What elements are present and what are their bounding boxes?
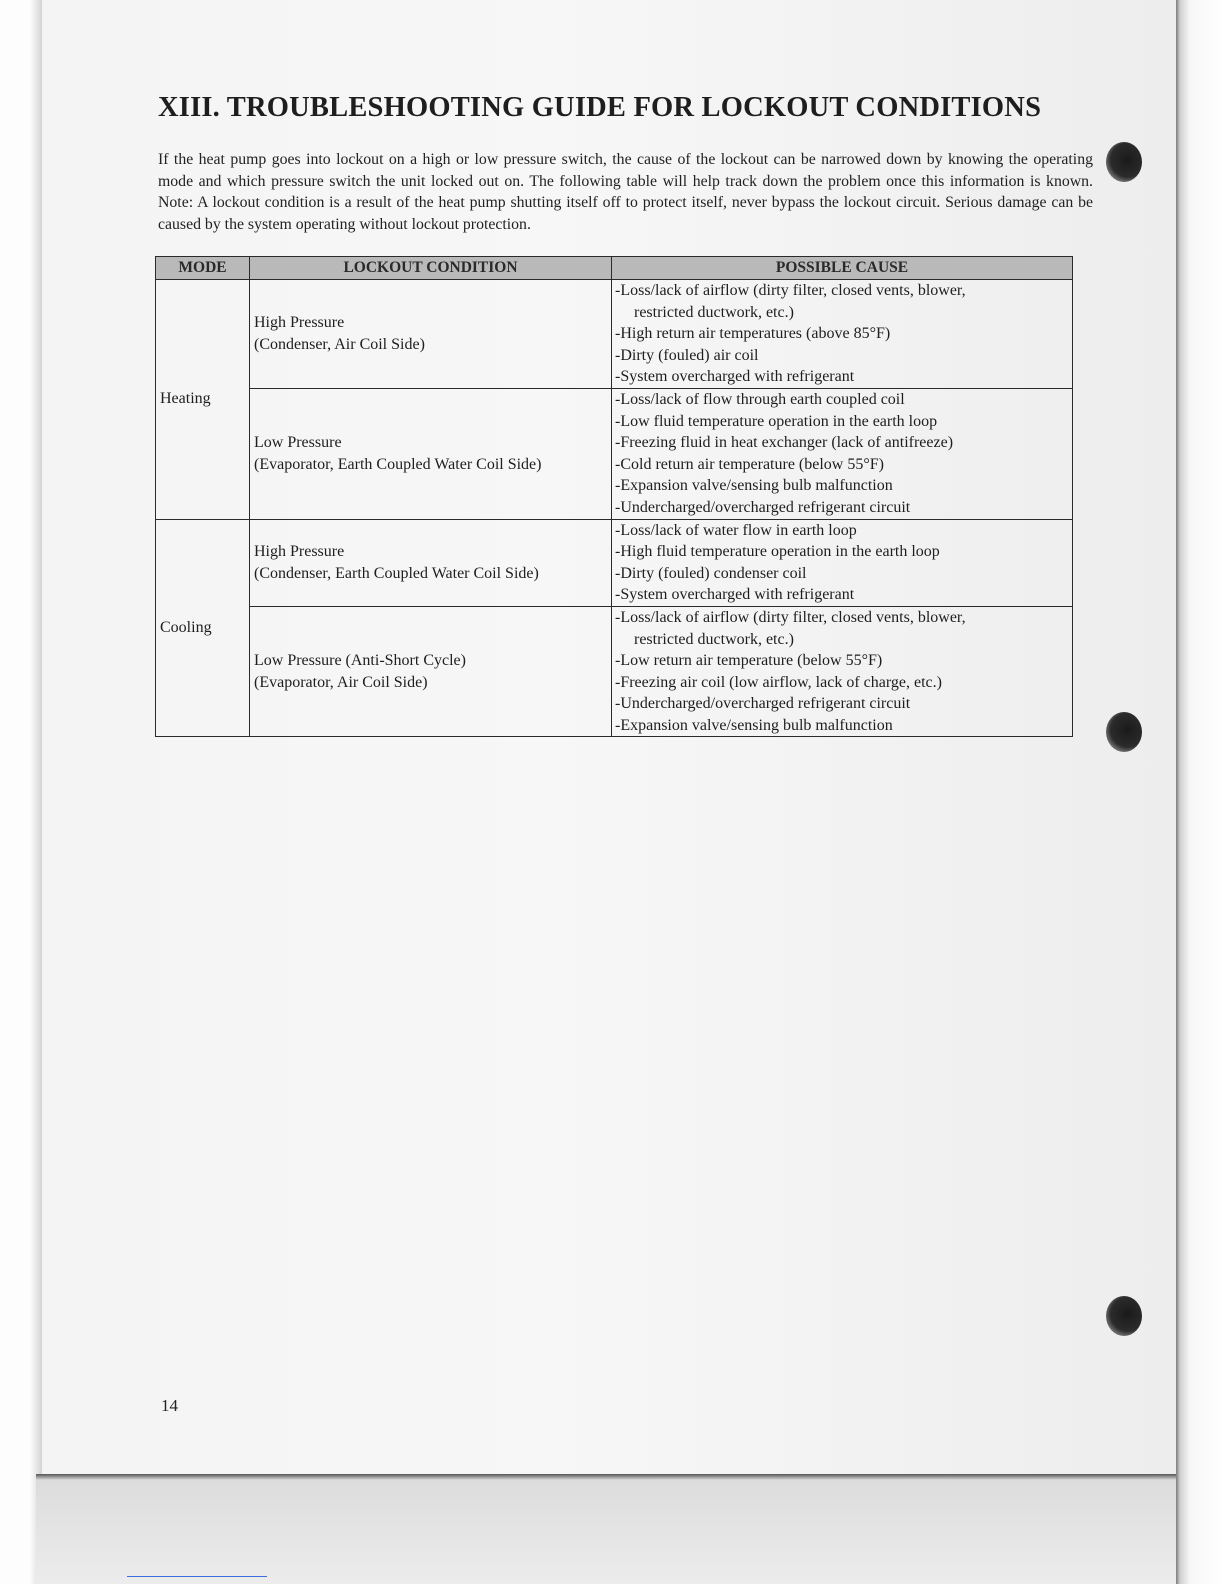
cause-line: -High return air temperatures (above 85°F) — [615, 325, 891, 343]
cause-line: -Expansion valve/sensing bulb malfunction — [615, 477, 893, 495]
intro-paragraph: If the heat pump goes into lockout on a high or low pressure switch, the cause of the lockout can be narrowed down by knowing the operating mode and which pressure switch the unit locked out on. The following table will help track down the problem once this information is known. Note: A lockout condition is a result of the heat pump shutting itself off to protect itself, never bypass the lockout circuit. Serious damage can be caused by the system operating without lockout protection. — [158, 151, 1093, 233]
punch-hole-icon — [1106, 712, 1142, 752]
condition-cell — [250, 519, 612, 606]
cause-line: -Dirty (fouled) air coil — [615, 346, 759, 364]
condition-cell — [250, 388, 612, 519]
cause-line: -Freezing fluid in heat exchanger (lack of antifreeze) — [615, 434, 954, 452]
condition-line: (Evaporator, Earth Coupled Water Coil Side) — [254, 455, 542, 473]
table-row — [156, 606, 1073, 737]
causes-cell — [612, 280, 1073, 389]
cause-line: -Low fluid temperature operation in the earth loop — [615, 412, 938, 430]
condition-cell — [250, 606, 612, 737]
cause-line: -Undercharged/overcharged refrigerant circuit — [615, 695, 911, 713]
causes-cell — [612, 606, 1073, 737]
table-header-row — [156, 257, 1073, 280]
cause-line: -System overcharged with refrigerant — [615, 586, 855, 604]
causes-cell — [612, 519, 1073, 606]
condition-line: High Pressure — [254, 314, 345, 332]
cause-line: -High fluid temperature operation in the earth loop — [615, 543, 940, 561]
cause-line: -Loss/lack of airflow (dirty filter, closed vents, blower, — [615, 608, 966, 626]
cause-line: restricted ductwork, etc.) — [634, 630, 794, 648]
cause-line: -Loss/lack of water flow in earth loop — [615, 521, 857, 539]
scan-bottom-area — [36, 1480, 1176, 1584]
mode-cell-cooling: Cooling — [156, 519, 250, 737]
cause-line: -Loss/lack of airflow (dirty filter, closed vents, blower, — [615, 282, 966, 299]
causes-cell — [612, 388, 1073, 519]
mode-cell-heating: Heating — [156, 280, 250, 520]
scan-left-margin — [0, 0, 42, 1584]
table-row — [156, 280, 1073, 389]
condition-line: High Pressure — [254, 543, 345, 561]
cause-line: -Expansion valve/sensing bulb malfunction — [615, 716, 893, 734]
section-title: XIII. TROUBLESHOOTING GUIDE FOR LOCKOUT CONDITIONS — [158, 92, 1042, 123]
condition-cell — [250, 280, 612, 389]
scan-right-margin — [1176, 0, 1224, 1584]
condition-line: (Condenser, Earth Coupled Water Coil Side) — [254, 564, 539, 582]
header-lockout-condition: LOCKOUT CONDITION — [250, 257, 612, 280]
condition-line: Low Pressure (Anti-Short Cycle) — [254, 652, 466, 670]
condition-line: Low Pressure — [254, 434, 342, 452]
cause-line: -Low return air temperature (below 55°F) — [615, 652, 883, 670]
header-possible-cause: POSSIBLE CAUSE — [612, 257, 1073, 280]
table-row — [156, 388, 1073, 519]
cause-line: -System overcharged with refrigerant — [615, 368, 855, 386]
punch-hole-icon — [1106, 142, 1142, 182]
condition-line: (Condenser, Air Coil Side) — [254, 335, 425, 353]
cause-line: -Cold return air temperature (below 55°F) — [615, 455, 884, 473]
cause-line: restricted ductwork, etc.) — [634, 303, 794, 321]
condition-line: (Evaporator, Air Coil Side) — [254, 673, 428, 691]
header-mode: MODE — [156, 257, 250, 280]
cause-line: -Undercharged/overcharged refrigerant circuit — [615, 498, 911, 516]
scan-artifact-line — [127, 1576, 267, 1577]
lockout-troubleshooting-table — [155, 256, 1073, 737]
cause-line: -Dirty (fouled) condenser coil — [615, 564, 807, 582]
page-number: 14 — [161, 1396, 178, 1415]
punch-hole-icon — [1106, 1296, 1142, 1336]
cause-line: -Freezing air coil (low airflow, lack of charge, etc.) — [615, 673, 942, 691]
table-row — [156, 519, 1073, 606]
cause-line: -Loss/lack of flow through earth coupled coil — [615, 390, 905, 408]
